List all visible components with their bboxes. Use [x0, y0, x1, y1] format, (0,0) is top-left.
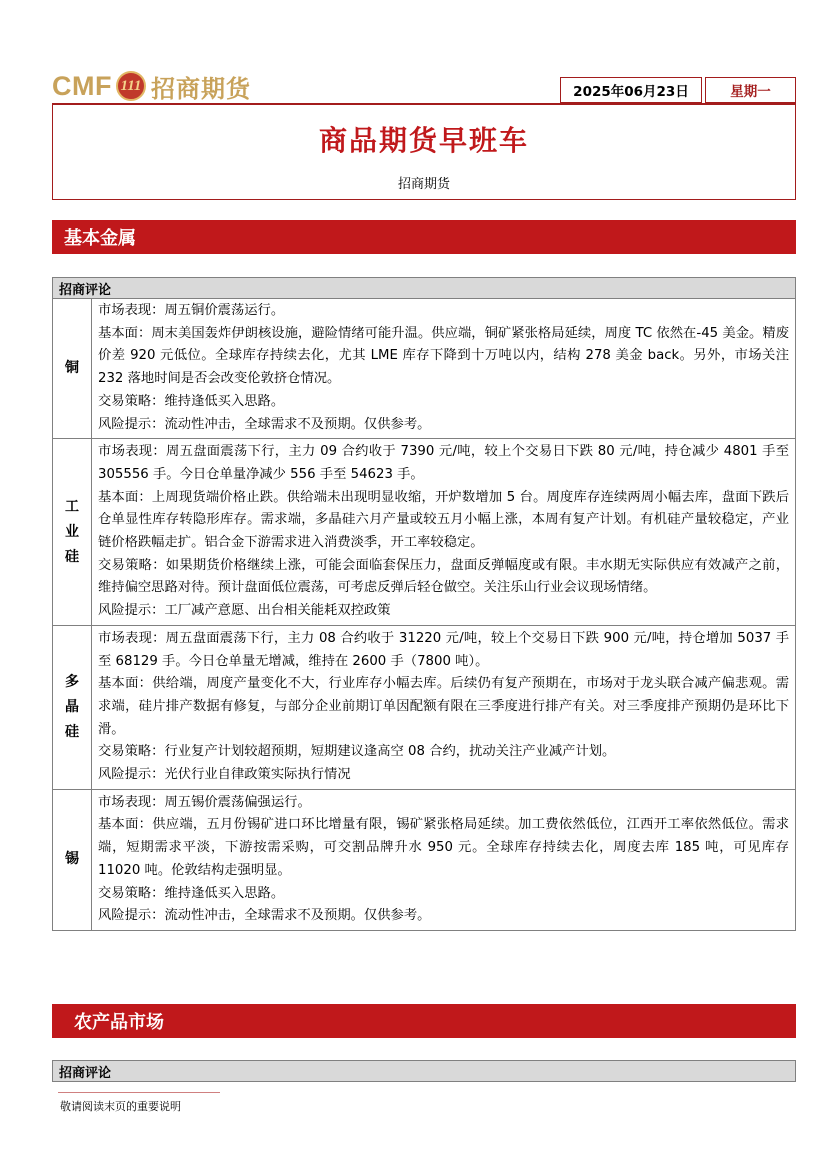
row-label — [53, 439, 92, 625]
row-paragraph: 基本面：上周现货端价格止跌。供给端未出现明显收缩，开炉数增加 5 台。周度库存连续两周小幅去库，盘面下跌后仓单显性库存转隐形库存。需求端，多晶硅六月产量或较五月小幅上涨，本周有复产计划。有机硅产量较稳定，产业链价格跌幅走扩。铝合金下游需求进入消费淡季，开工率较稳定。 — [98, 489, 789, 551]
row-label-char: 硅 — [65, 723, 79, 740]
logo-badge-icon: 111 — [116, 71, 146, 101]
section-header-agri — [52, 1004, 796, 1038]
row-paragraph: 基本面：周末美国轰炸伊朗核设施，避险情绪可能升温。供应端，铜矿紧张格局延续，周度 TC 依然在-45 美金。精废价差 920 元低位。全球库存持续去化，尤其 LME 库存下降到十万吨以内，结构 278 美金 back。另外，市场关注 232 落地时间是否会改变伦敦挤仓情况。 — [98, 325, 789, 387]
row-label-char: 多 — [65, 673, 79, 690]
row-body — [92, 439, 795, 625]
logo-text: CMF — [52, 70, 112, 101]
commentary-header: 招商评论 — [52, 277, 796, 299]
section-title: 基本金属 — [64, 228, 136, 249]
logo — [52, 68, 251, 104]
table-row — [52, 439, 796, 626]
row-paragraph: 风险提示：光伏行业自律政策实际执行情况 — [98, 767, 351, 783]
section-header-base-metals — [52, 220, 796, 254]
row-paragraph: 市场表现：周五铜价震荡运行。 — [98, 303, 285, 318]
row-label-char: 业 — [65, 523, 79, 540]
footer-note: 敬请阅读末页的重要说明 — [60, 1100, 181, 1113]
row-paragraph: 风险提示：流动性冲击，全球需求不及预期。仅供参考。 — [98, 416, 431, 432]
row-label-char: 硅 — [65, 548, 79, 565]
row-label — [53, 790, 92, 930]
page-subtitle: 招商期货 — [397, 177, 450, 192]
row-label-char: 铜 — [65, 359, 79, 376]
logo-company-name: 招商期货 — [150, 74, 251, 103]
row-body — [92, 790, 795, 930]
row-paragraph: 基本面：供应端，五月份锡矿进口环比增量有限，锡矿紧张格局延续。加工费依然低位，江西开工率依然低位。需求端，短期需求平淡，下游按需采购，可交割品牌升水 950 元。全球库存持续去化，周度去库 185 吨，可见库存 11020 吨。伦敦结构走强明显。 — [98, 817, 789, 878]
row-label-char: 晶 — [65, 698, 79, 715]
row-paragraph: 交易策略：维持逢低买入思路。 — [98, 885, 285, 901]
row-label — [53, 298, 92, 438]
row-paragraph: 交易策略：行业复产计划较超预期，短期建议逢高空 08 合约，扰动关注产业减产计划。 — [98, 744, 616, 760]
footer-divider — [58, 1092, 220, 1093]
title-box — [52, 103, 796, 200]
row-label-char: 工 — [65, 498, 79, 515]
row-paragraph: 交易策略：如果期货价格继续上涨，可能会面临套保压力，盘面反弹幅度或有限。丰水期无实际供应有效减产之前，维持偏空思路对待。预计盘面低位震荡，可考虑反弹后轻仓做空。关注乐山行业会议现场情绪。 — [98, 557, 789, 596]
row-paragraph: 市场表现：周五盘面震荡下行，主力 09 合约收于 7390 元/吨，较上个交易日下跌 80 元/吨，持仓减少 4801 手至 305556 手。今日仓单量净减少 556 手至 54623 手。 — [98, 444, 789, 482]
row-paragraph: 交易策略：维持逢低买入思路。 — [98, 393, 285, 409]
row-body — [92, 298, 795, 438]
table-row — [52, 626, 796, 790]
row-paragraph: 市场表现：周五锡价震荡偏强运行。 — [98, 794, 311, 810]
commentary-header: 招商评论 — [52, 1060, 796, 1082]
report-date: 2025年06月23日 — [560, 77, 702, 103]
table-row — [52, 790, 796, 931]
row-paragraph: 风险提示：流动性冲击，全球需求不及预期。仅供参考。 — [98, 908, 431, 924]
row-label — [53, 626, 92, 789]
page-title: 商品期货早班车 — [318, 124, 529, 157]
table-row — [52, 298, 796, 439]
row-paragraph: 市场表现：周五盘面震荡下行，主力 08 合约收于 31220 元/吨，较上个交易日下跌 900 元/吨，持仓增加 5037 手至 68129 手。今日仓单量无增减，维持在 2600 手（7800 吨）。 — [98, 630, 789, 669]
row-paragraph: 基本面：供给端，周度产量变化不大，行业库存小幅去库。后续仍有复产预期在，市场对于龙头联合减产偏悲观。需求端，硅片排产数据有修复，与部分企业前期订单因配额有限在三季度进行排产有关。对三季度排产预期仍是环比下滑。 — [98, 676, 789, 737]
row-paragraph: 风险提示：工厂减产意愿、出台相关能耗双控政策 — [98, 603, 391, 619]
section-title: 农产品市场 — [74, 1012, 164, 1033]
report-weekday: 星期一 — [705, 77, 796, 103]
row-body — [92, 626, 795, 789]
commentary-table — [52, 298, 796, 931]
row-label-char: 锡 — [65, 851, 79, 868]
